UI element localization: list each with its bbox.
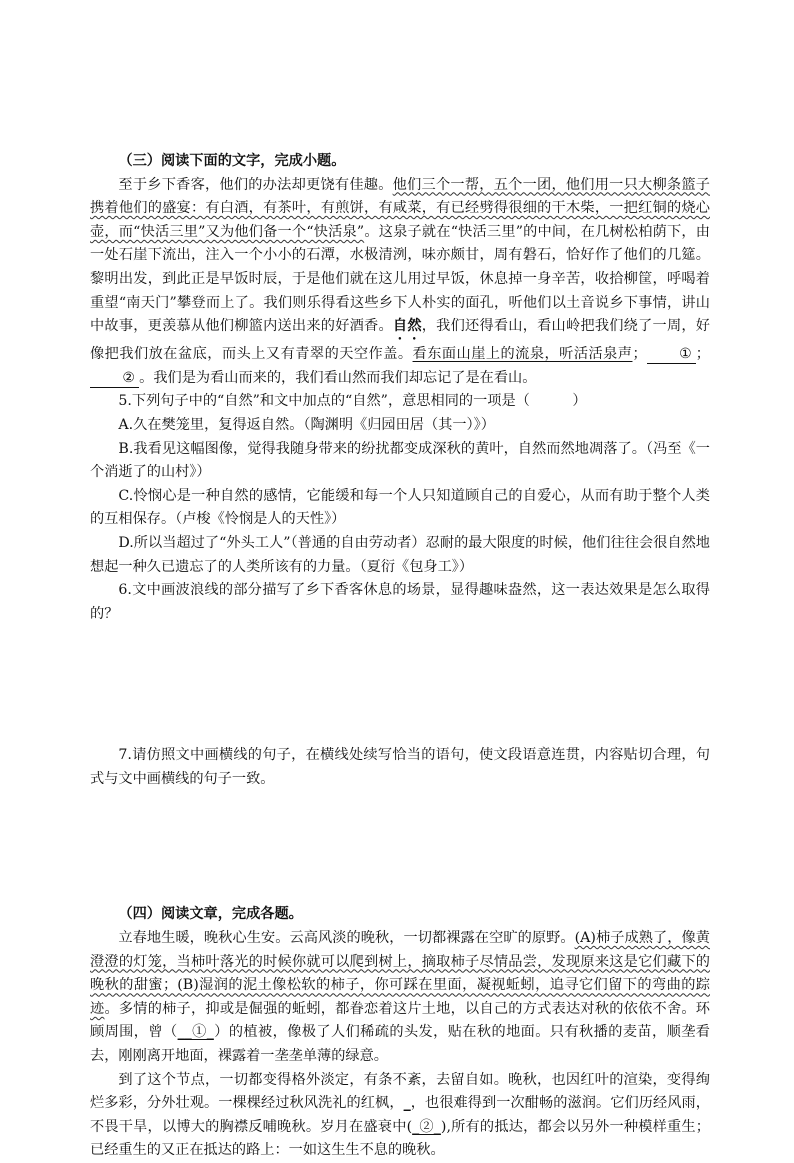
section-3-heading: （三）阅读下面的文字，完成小题。 xyxy=(118,153,346,169)
passage-text: ，我们还得看山，看山岭把我们绕了一周，好像把我们放在盆底，而头上又有青翠的天空作盖。 xyxy=(90,318,710,363)
section-3-passage xyxy=(90,174,710,391)
passage-text: ，也很难得到一次酣畅的滋润。它们历经风雨，不畏干旱，以博大的胸襟反哺晚秋。岁月在盛衰中( xyxy=(90,1095,710,1135)
answer-space-6[interactable] xyxy=(90,626,710,744)
dotted-word: 自然 xyxy=(392,318,422,335)
section-4-paragraph-2 xyxy=(90,1069,710,1163)
passage-text: ； xyxy=(695,346,710,363)
blank-1[interactable]: __①_ xyxy=(177,1024,214,1041)
option-d: D.所以当超过了“外头工人”（普通的自由劳动者）忍耐的最大限度的时候，他们往往会很自然地想起一种久已遗忘了的人类所该有的力量。（夏衍《包身工》） xyxy=(90,534,710,575)
document-page xyxy=(90,150,710,1163)
passage-text: 到了这个节点，一切都变得格外淡定，有条不紊，去留自如。晚秋，也因红叶的渲染，变得绚烂多彩，分外壮观。一棵棵经过秋风洗礼的红枫， xyxy=(90,1071,710,1112)
blank-inline[interactable]: _ xyxy=(403,1095,411,1112)
passage-text: 。这泉子就在“快活三里”的中间，在几树松柏荫下，由一处石崖下流出，注入一个小小的石潭，水极清洌，味亦颇甘，周有磐石，恰好作了他们的几筵。黎明出发，到此正是早饭时辰，于是他们就在这儿用过早饭，休息掉一身辛苦，收拾柳筐，呼喝着重望“南天门”攀登而上了。我们则乐得看这些乡下人朴实的面孔，听他们以土音说乡下事情，讲山中故事，更羡慕从他们柳篮内送出来的好酒香。 xyxy=(90,223,710,335)
section-4-paragraph-1 xyxy=(90,927,710,1069)
wavy-underlined-text: 他们三个一帮，五个一团，他们用一只大柳条篮子携着他们的盛宴：有白酒，有茶叶，有煎饼，有咸菜，有已经劈得很细的干木柴，一把红铜的烧心壶，而“快活三里”又为他们备一个“快活泉” xyxy=(90,176,710,240)
passage-text: 。我们是为看山而来的，我们看山然而我们却忘记了是在看山。 xyxy=(139,369,537,386)
passage-text: 立春地生暖，晚秋心生安。云高风淡的晚秋，一切都裸露在空旷的原野。 xyxy=(118,930,575,947)
section-4-heading: （四）阅读文章，完成各题。 xyxy=(118,906,303,923)
passage-text: 至于乡下香客，他们的办法却更饶有佳趣。 xyxy=(118,176,393,193)
question-7: 7.请仿照文中画横线的句子，在横线处续写恰当的语句，使文段语意连贯，内容贴切合理，句式与文中画横线的句子一致。 xyxy=(90,747,710,787)
passage-text: ),所有的抵达，都会以另外一种模样重生；已经重生的又正在抵达的路上：一如这生生不息的晚秋。 xyxy=(90,1118,710,1159)
question-5: 5.下列句子中的“自然”和文中加点的“自然”，意思相同的一项是（ ） xyxy=(118,393,587,410)
option-b: B.我看见这幅图像，觉得我随身带来的纷扰都变成深秋的黄叶，自然而然地凋落了。（冯至《一个消逝了的山村》） xyxy=(90,440,710,481)
passage-text: ）的植被，像极了人们稀疏的头发，贴在秋的地面。只有秋播的麦苗，顺垄看去，刚刚离开地面，裸露着一垄垄单薄的绿意。 xyxy=(90,1024,710,1065)
wavy-underlined-text: (A)柿子成熟了，像黄澄澄的灯笼，当柿叶落光的时候你就可以爬到树上，摘取柿子尽情品尝，发现原来这是它们藏下的晚秋的甜蜜；(B)湿润的泥土像松软的柿子，你可踩在里面，凝视蚯蚓，追寻它们留下的弯曲的踪迹 xyxy=(90,930,710,1017)
blank-2[interactable]: ② xyxy=(90,369,139,388)
passage-text: ； xyxy=(632,346,647,363)
option-a: A.久在樊笼里，复得返自然。（陶渊明《归园田居（其一）》） xyxy=(118,416,495,433)
question-6: 6.文中画波浪线的部分描写了乡下香客休息的场景，显得趣味盎然，这一表达效果是怎么取得的？ xyxy=(90,582,710,622)
option-c: C.怜悯心是一种自然的感情，它能缓和每一个人只知道顾自己的自爱心，从而有助于整个人类的互相保存。（卢梭《怜悯是人的天性》） xyxy=(90,487,710,528)
blank-2[interactable]: _②_ xyxy=(412,1118,441,1135)
underlined-sentence: 看东面山崖上的流泉，听活活泉声 xyxy=(412,346,633,363)
answer-space-7[interactable] xyxy=(90,791,710,903)
blank-1[interactable]: ① xyxy=(647,345,696,364)
passage-text: 。多情的柿子，抑或是倔强的蚯蚓，都眷恋着这片土地，以自己的方式表达对秋的依依不舍。环顾周围，曾（ xyxy=(90,1000,710,1041)
